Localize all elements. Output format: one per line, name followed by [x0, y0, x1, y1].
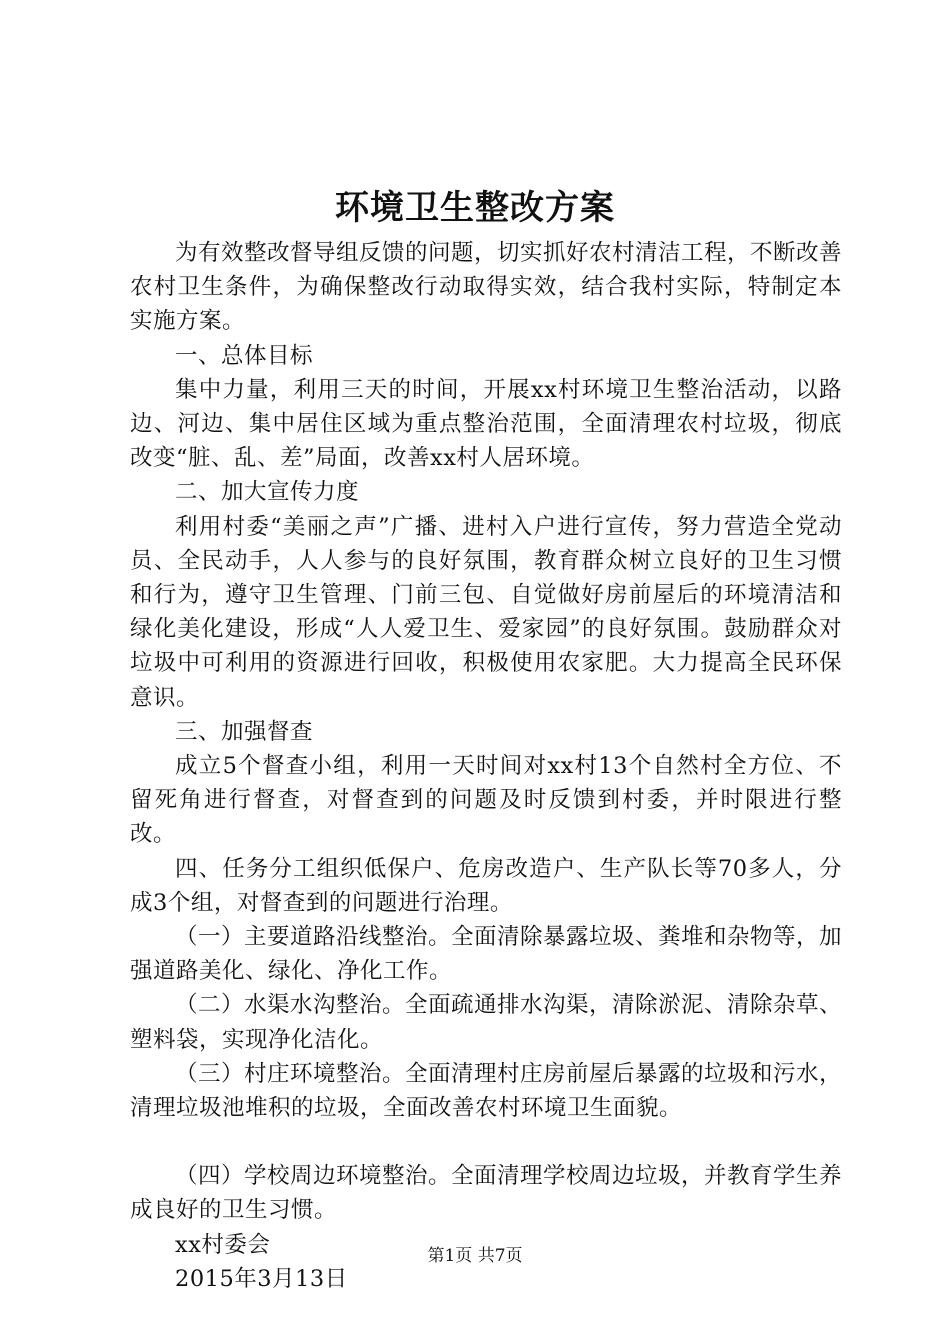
- publicity-paragraph: 利用村委“美丽之声”广播、进村入户进行宣传，努力营造全党动员、全民动手，人人参与的良好氛围，教育群众树立良好的卫生习惯和行为，遵守卫生管理、门前三包、自觉做好房前屋后的环境清洁和绿化美化建设，形成“人人爱卫生、爱家园”的良好氛围。鼓励群众对垃圾中可利用的资源进行回收，积极使用农家肥。大力提高全民环保意识。: [130, 513, 842, 711]
- task-item-village: （三）村庄环境整治。全面清理村庄房前屋后暴露的垃圾和污水，清理垃圾池堆积的垃圾，全面改善农村环境卫生面貌。: [130, 1060, 843, 1122]
- task-division-paragraph: 四、任务分工组织低保户、危房改造户、生产队长等70多人，分成3个组，对督查到的问题进行治理。: [130, 855, 842, 916]
- document-body: [130, 236, 842, 1296]
- task-item-ditches: （二）水渠水沟整治。全面疏通排水沟渠，清除淤泥、清除杂草、塑料袋，实现净化洁化。: [130, 992, 843, 1053]
- task-item-roads: （一）主要道路沿线整治。全面清除暴露垃圾、粪堆和杂物等，加强道路美化、绿化、净化工作。: [130, 924, 843, 985]
- signature-organization: xx村委会: [175, 1231, 271, 1258]
- section-heading-goal: 一、总体目标: [175, 342, 314, 369]
- section-heading-inspection: 三、加强督查: [175, 718, 314, 745]
- task-item-school: （四）学校周边环境整治。全面清理学校周边垃圾，并教育学生养成良好的卫生习惯。: [130, 1163, 843, 1224]
- section-heading-publicity: 二、加大宣传力度: [175, 479, 360, 506]
- goal-paragraph: 集中力量，利用三天的时间，开展xx村环境卫生整治活动，以路边、河边、集中居住区域为重点整治范围，全面清理农村垃圾，彻底改变“脏、乱、差”局面，改善xx村人居环境。: [130, 376, 842, 472]
- page-title: 环境卫生整改方案: [335, 188, 615, 228]
- page-number: 第1页 共7页: [427, 1246, 523, 1266]
- intro-paragraph: 为有效整改督导组反馈的问题，切实抓好农村清洁工程，不断改善农村卫生条件，为确保整改行动取得实效，结合我村实际，特制定本实施方案。: [130, 240, 843, 335]
- signature-date: 2015年3月13日: [175, 1265, 348, 1292]
- inspection-paragraph: 成立5个督查小组，利用一天时间对xx村13个自然村全方位、不留死角进行督查，对督查到的问题及时反馈到村委，并时限进行整改。: [130, 753, 842, 848]
